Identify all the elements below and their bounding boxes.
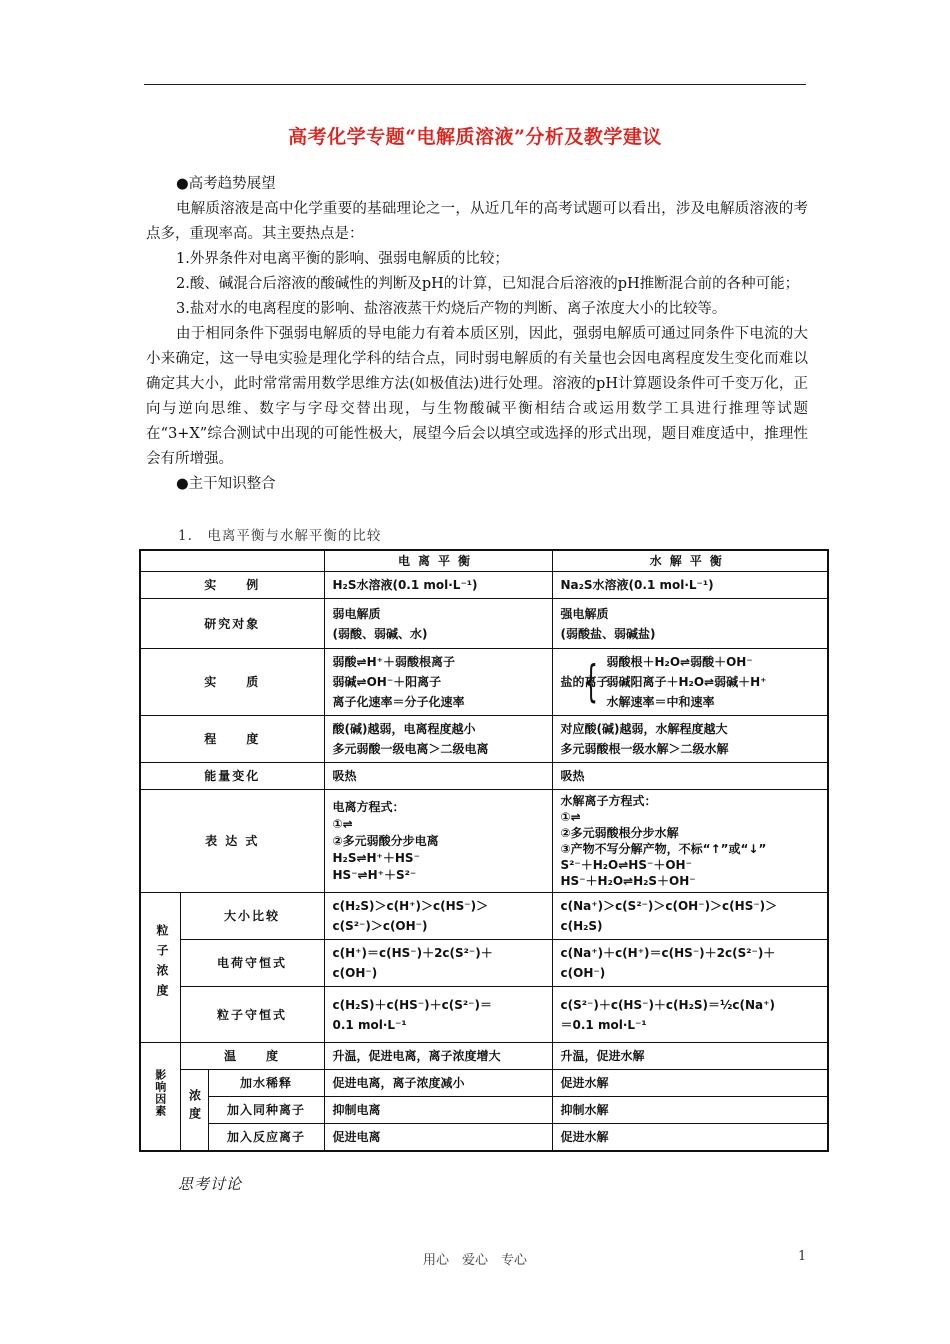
header-rule bbox=[144, 84, 806, 85]
page-footer: 用心 爱心 专心 bbox=[422, 1253, 527, 1268]
row-label: 能量变化 bbox=[140, 763, 324, 790]
paragraph-trend-heading: ●高考趋势展望 bbox=[176, 176, 276, 192]
cell-hydrolysis: c(Na⁺)＞c(S²⁻)＞c(OH⁻)＞c(HS⁻)＞ c(H₂S) bbox=[552, 893, 828, 940]
cell-hydrolysis: 吸热 bbox=[552, 763, 828, 790]
row-label: 加入同种离子 bbox=[208, 1097, 324, 1124]
cell-ionization: 促进电离，离子浓度减小 bbox=[324, 1070, 552, 1097]
paragraph-knowledge-heading: ●主干知识整合 bbox=[176, 476, 276, 492]
cell-ionization: 促进电离 bbox=[324, 1124, 552, 1152]
row-dilute bbox=[140, 1070, 828, 1097]
cell-hydrolysis: 升温，促进水解 bbox=[552, 1043, 828, 1070]
cell-hydrolysis: 对应酸(碱)越弱，水解程度越大 多元弱酸根一级水解＞二级水解 bbox=[552, 716, 828, 763]
cell-hydrolysis: 促进水解 bbox=[552, 1124, 828, 1152]
brace-icon: { bbox=[583, 656, 598, 707]
row-expression bbox=[140, 790, 828, 893]
row-label: 粒子守恒式 bbox=[180, 987, 324, 1043]
cell-hydrolysis: c(S²⁻)＋c(HS⁻)＋c(H₂S)＝½c(Na⁺) ＝0.1 mol·L⁻¹ bbox=[552, 987, 828, 1043]
cell-hydrolysis: 水解离子方程式： ①⇌ ②多元弱酸根分步水解 ③产物不写分解产物，不标“↑”或“↓” S²⁻＋H₂O⇌HS⁻＋OH⁻ HS⁻＋H₂O⇌H₂S＋OH⁻ bbox=[552, 790, 828, 893]
paragraph-point-1: 1.外界条件对电离平衡的影响、强弱电解质的比较； bbox=[176, 251, 509, 267]
cell-ionization: 弱电解质 (弱酸、弱碱、水) bbox=[324, 599, 552, 649]
cell-ionization: 升温，促进电离，离子浓度增大 bbox=[324, 1043, 552, 1070]
cell-hydrolysis: 抑制水解 bbox=[552, 1097, 828, 1124]
cell-ionization: 吸热 bbox=[324, 763, 552, 790]
row-object bbox=[140, 599, 828, 649]
row-degree bbox=[140, 716, 828, 763]
row-temperature bbox=[140, 1043, 828, 1070]
row-label: 电荷守恒式 bbox=[180, 940, 324, 987]
page-title: 高考化学专题“电解质溶液”分析及教学建议 bbox=[288, 126, 662, 148]
row-size bbox=[140, 893, 828, 940]
cell-ionization: 酸(碱)越弱，电离程度越小 多元弱酸一级电离＞二级电离 bbox=[324, 716, 552, 763]
row-charge bbox=[140, 940, 828, 987]
row-label: 程 度 bbox=[140, 716, 324, 763]
cell-ionization: c(H₂S)＋c(HS⁻)＋c(S²⁻)＝ 0.1 mol·L⁻¹ bbox=[324, 987, 552, 1043]
row-label: 实 例 bbox=[140, 572, 324, 599]
group-label-concentration: 浓度 bbox=[180, 1070, 208, 1152]
row-label: 加入反应离子 bbox=[208, 1124, 324, 1152]
row-material bbox=[140, 987, 828, 1043]
cell-hydrolysis: c(Na⁺)＋c(H⁺)＝c(HS⁻)＋2c(S²⁻)＋ c(OH⁻) bbox=[552, 940, 828, 987]
table-header-row bbox=[140, 550, 828, 572]
cell-hydrolysis: 盐的离子 { 弱酸根＋H₂O⇌弱酸＋OH⁻ 弱碱阳离子＋H₂O⇌弱碱＋H⁺ 水解速率＝中和速率 bbox=[552, 649, 828, 716]
row-common-ion bbox=[140, 1097, 828, 1124]
row-react-ion bbox=[140, 1124, 828, 1152]
salt-ion-label: 盐的离子 bbox=[560, 675, 609, 689]
paragraph-point-3: 3.盐对水的电离程度的影响、盐溶液蒸干灼烧后产物的判断、离子浓度大小的比较等。 bbox=[176, 301, 727, 317]
row-label: 大小比较 bbox=[180, 893, 324, 940]
header-hydrolysis: 水解平衡 bbox=[552, 550, 828, 572]
comparison-table bbox=[139, 549, 829, 1152]
cell-ionization: H₂S水溶液(0.1 mol·L⁻¹) bbox=[324, 572, 552, 599]
table-subheading: 1. 电离平衡与水解平衡的比较 bbox=[178, 528, 382, 544]
cell-hydrolysis: 促进水解 bbox=[552, 1070, 828, 1097]
cell-ionization: 电离方程式： ①⇌ ②多元弱酸分步电离 H₂S⇌H⁺＋HS⁻ HS⁻⇌H⁺＋S²⁻ bbox=[324, 790, 552, 893]
cell-ionization: 抑制电离 bbox=[324, 1097, 552, 1124]
group-label-factors: 影响因素 bbox=[140, 1043, 180, 1152]
cell-ionization: 弱酸⇌H⁺＋弱酸根离子 弱碱⇌OH⁻＋阳离子 离子化速率＝分子化速率 bbox=[324, 649, 552, 716]
row-essence bbox=[140, 649, 828, 716]
paragraph-intro: 电解质溶液是高中化学重要的基础理论之一，从近几年的高考试题可以看出，涉及电解质溶液的考点多，重现率高。其主要热点是： bbox=[146, 201, 808, 242]
row-label: 研究对象 bbox=[140, 599, 324, 649]
cell-ionization: c(H₂S)＞c(H⁺)＞c(HS⁻)＞ c(S²⁻)＞c(OH⁻) bbox=[324, 893, 552, 940]
group-label-particle: 粒子浓度 bbox=[140, 893, 180, 1043]
row-example bbox=[140, 572, 828, 599]
discussion-heading: 思考讨论 bbox=[178, 1175, 243, 1193]
row-label: 温 度 bbox=[180, 1043, 324, 1070]
row-label: 加水稀释 bbox=[208, 1070, 324, 1097]
row-label: 实 质 bbox=[140, 649, 324, 716]
paragraph-analysis: 由于相同条件下强弱电解质的导电能力有着本质区别，因此，强弱电解质可通过同条件下电流的大小来确定，这一导电实验是理化学科的结合点，同时弱电解质的有关量也会因电离程度发生变化而难以确定其大小，此时常常需用数学思维方法(如极值法)进行处理。溶液的pH计算题设条件可千变万化，正向与逆向思维、数字与字母交替出现，与生物酸碱平衡相结合或运用数学工具进行推理等试题在“3+X”综合测试中出现的可能性极大，展望今后会以填空或选择的形式出现，题目难度适中，推理性会有所增强。 bbox=[146, 326, 808, 467]
body-text bbox=[146, 172, 808, 497]
row-label: 表 达 式 bbox=[140, 790, 324, 893]
header-ionization: 电离平衡 bbox=[324, 550, 552, 572]
cell-hydrolysis: 强电解质 (弱酸盐、弱碱盐) bbox=[552, 599, 828, 649]
page-number: 1 bbox=[798, 1249, 807, 1264]
cell-hydrolysis: Na₂S水溶液(0.1 mol·L⁻¹) bbox=[552, 572, 828, 599]
paragraph-point-2: 2.酸、碱混合后溶液的酸碱性的判断及pH的计算，已知混合后溶液的pH推断混合前的各种可能； bbox=[176, 276, 800, 292]
row-energy bbox=[140, 763, 828, 790]
cell-ionization: c(H⁺)＝c(HS⁻)＋2c(S²⁻)＋ c(OH⁻) bbox=[324, 940, 552, 987]
